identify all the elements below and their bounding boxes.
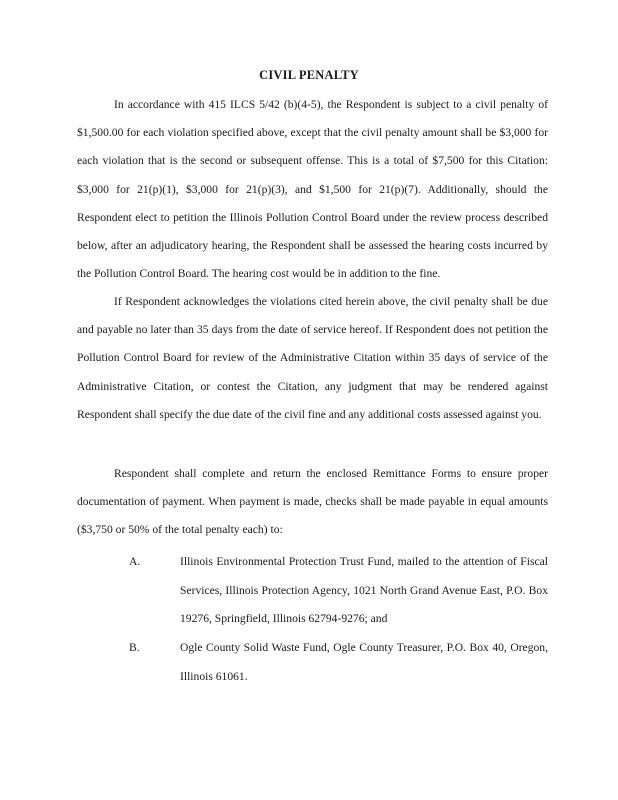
payee-item-letter: B. [129, 641, 140, 654]
section-title: CIVIL PENALTY [259, 68, 359, 82]
payee-item-letter: A. [129, 555, 141, 568]
payee-item-text: Illinois Environmental Protection Trust Fund, mailed to the attention of Fiscal Services, Illinois Protection Agency, 1021 North Grand Avenue East, P.O. Box 19276, Springfield, Illinois 62794-9276; and [180, 555, 548, 626]
payment-due-paragraph: If Respondent acknowledges the violations cited herein above, the civil penalty shall be due and payable no later than 35 days from the date of service hereof. If Respondent does not petition the Pollution Control Board for review of the Administrative Citation within 35 days of service of the Administrative Citation, or contest the Citation, any judgment that may be rendered against Respondent shall specify the due date of the civil fine and any additional costs assessed against you. [77, 295, 548, 421]
payee-item-text: Ogle County Solid Waste Fund, Ogle County Treasurer, P.O. Box 40, Oregon, Illinois 61061. [180, 641, 548, 683]
remittance-paragraph: Respondent shall complete and return the enclosed Remittance Forms to ensure proper documentation of payment. When payment is made, checks shall be made payable in equal amounts ($3,750 or 50% of the total penalty each) to: [77, 467, 548, 537]
penalty-paragraph: In accordance with 415 ILCS 5/42 (b)(4-5), the Respondent is subject to a civil penalty of $1,500.00 for each violation specified above, except that the civil penalty amount shall be $3,000 for each violation that is the second or subsequent offense. This is a total of $7,500 for this Citation: $3,000 for 21(p)(1), $3,000 for 21(p)(3), and $1,500 for 21(p)(7). Additionally, should the Respondent elect to petition the Illinois Pollution Control Board under the review process described below, after an adjudicatory hearing, the Respondent shall be assessed the hearing costs incurred by the Pollution Control Board. The hearing cost would be in addition to the fine. [77, 98, 548, 281]
